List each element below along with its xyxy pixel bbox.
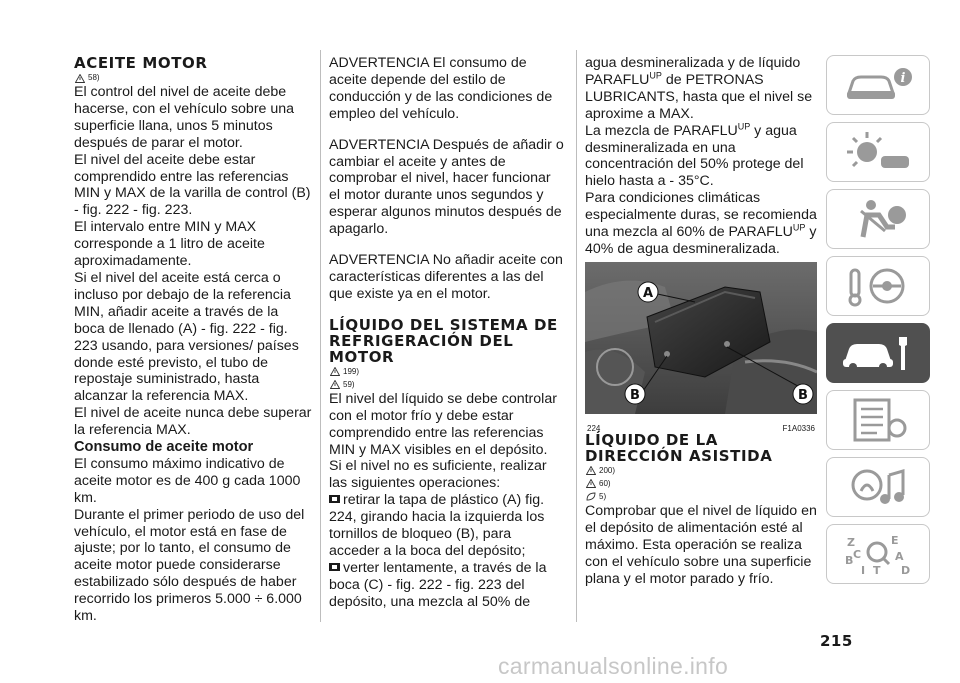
paragraph: Si el nivel del aceite está cerca o incluso por debajo de la referencia MIN, añadir aceite a través de la boca de llenado (A) - fig. 222 - fig. 223 usando, para versiones/ países donde esté previsto, el tubo de repostaje suministrado, hasta alcanzar la referencia MAX. bbox=[74, 269, 299, 405]
svg-text:B: B bbox=[845, 554, 854, 567]
advertencia-paragraph: ADVERTENCIA No añadir aceite con características diferentes a las del que existe ya en el motor. bbox=[329, 252, 563, 302]
paragraph: El nivel del aceite debe estar comprendido entre las referencias MIN y MAX de la varilla de control (B) - fig. 222 - fig. 223. bbox=[74, 151, 311, 219]
dashboard-lights-icon bbox=[841, 130, 915, 174]
car-maintenance-icon bbox=[841, 331, 915, 375]
paragraph: El intervalo entre MIN y MAX corresponde a 1 litro de aceite aproximadamente. bbox=[74, 219, 265, 270]
svg-text:i: i bbox=[900, 71, 906, 86]
bullet-icon bbox=[329, 563, 340, 571]
warning-ref: 58) bbox=[75, 72, 312, 84]
airbag-safety-icon bbox=[841, 197, 915, 241]
paragraph: Para condiciones climáticas especialmente duras, se recomienda una mezcla al 60% de $PARAFLU^{UP}$ y 40% de agua desmineralizada. bbox=[585, 190, 817, 257]
column-3 bbox=[585, 55, 821, 587]
tab-technical-data[interactable] bbox=[826, 390, 930, 450]
tab-dashboard-lights[interactable] bbox=[826, 122, 930, 182]
paragraph: agua desmineralizada y de líquido $PARAFLU^{UP}$ de PETRONAS LUBRICANTS, hasta que el nivel se aproxime a MAX. bbox=[585, 55, 813, 122]
svg-text:I: I bbox=[861, 564, 866, 576]
bullet-item: verter lentamente, a través de la boca (C) - fig. 222 - fig. 223 del depósito, una mezcla al 50% de bbox=[329, 559, 547, 610]
column-2 bbox=[329, 55, 565, 611]
danger-triangle-icon bbox=[330, 367, 340, 376]
multimedia-icon bbox=[841, 465, 915, 509]
subsection-title: Consumo de aceite motor bbox=[74, 439, 254, 456]
section-title: ACEITE MOTOR bbox=[74, 54, 208, 72]
advertencia-paragraph: ADVERTENCIA El consumo de aceite depende del estilo de conducción y de las condiciones de empleo del vehículo. bbox=[329, 55, 553, 122]
warning-ref: 59) bbox=[330, 379, 565, 391]
watermark: carmanualsonline.info bbox=[498, 653, 729, 679]
svg-text:C: C bbox=[853, 548, 862, 561]
tab-maintenance[interactable] bbox=[826, 323, 930, 383]
warning-ref: 60) bbox=[586, 478, 821, 490]
svg-text:Z: Z bbox=[847, 536, 855, 549]
technical-data-icon bbox=[841, 398, 915, 442]
paragraph: El consumo máximo indicativo de aceite motor es de 400 g cada 1000 km. bbox=[74, 455, 301, 506]
paragraph: Si el nivel no es suficiente, realizar las siguientes operaciones: bbox=[329, 458, 547, 492]
advertencia-paragraph: ADVERTENCIA Después de añadir o cambiar el aceite y antes de comprobar el nivel, hacer funcionar el motor durante unos segundos y esperar algunos minutos después de apagarlo. bbox=[329, 136, 564, 238]
engine-bay-photo bbox=[585, 262, 817, 414]
callout-b: B bbox=[630, 387, 640, 403]
warning-triangle-icon bbox=[75, 74, 85, 83]
section-title: LÍQUIDO DE LA DIRECCIÓN ASISTIDA bbox=[585, 430, 773, 465]
column-divider bbox=[576, 50, 577, 622]
paragraph: El nivel de aceite nunca debe superar la referencia MAX. bbox=[74, 405, 312, 439]
bullet-item: retirar la tapa de plástico (A) fig. 224, girando hacia la izquierda los tornillos de bloqueo (B), para acceder a la boca del depósito; bbox=[329, 492, 545, 559]
column-1 bbox=[74, 55, 312, 625]
index-icon bbox=[841, 532, 915, 576]
svg-text:E: E bbox=[891, 534, 899, 547]
tab-car-info[interactable] bbox=[826, 55, 930, 115]
callout-b: B bbox=[798, 387, 808, 403]
environment-ref: 5) bbox=[586, 491, 821, 503]
car-info-icon bbox=[841, 63, 915, 107]
leaf-icon bbox=[586, 492, 596, 501]
figure-caption: 224 F1A0336 bbox=[587, 423, 815, 433]
svg-text:A: A bbox=[895, 550, 904, 563]
danger-ref: 200) bbox=[586, 465, 821, 477]
paragraph: Comprobar que el nivel de líquido en el depósito de alimentación esté al máximo. Esta operación se realiza con el vehículo sobre una superficie plana y el motor parado y frío. bbox=[585, 502, 817, 587]
column-divider bbox=[320, 50, 321, 622]
chapter-tabs bbox=[826, 55, 930, 591]
svg-text:D: D bbox=[901, 564, 911, 576]
figure-224 bbox=[585, 262, 817, 433]
key-steering-icon bbox=[841, 264, 915, 308]
warning-triangle-icon bbox=[586, 479, 596, 488]
paragraph: La mezcla de $PARAFLU^{UP}$ y agua desmineralizada en una concentración del 50% protege del hielo hasta a - 35°C. bbox=[585, 120, 804, 190]
bullet-icon bbox=[329, 495, 340, 503]
tab-index[interactable] bbox=[826, 524, 930, 584]
section-title: LÍQUIDO DEL SISTEMA DE REFRIGERACIÓN DEL MOTOR bbox=[329, 315, 558, 366]
danger-triangle-icon bbox=[586, 466, 596, 475]
svg-text:T: T bbox=[873, 564, 881, 576]
paragraph: Durante el primer periodo de uso del vehículo, el motor está en fase de ajuste; por lo tanto, el consumo de aceite motor puede considerarse estabilizado sólo después de haber recorrido los primeros 5.000 ÷ 6.000 km. bbox=[74, 506, 305, 625]
paragraph: El control del nivel de aceite debe hacerse, con el vehículo sobre una superficie llana, unos 5 minutos después de parar el motor. bbox=[74, 84, 295, 151]
warning-triangle-icon bbox=[330, 380, 340, 389]
page-number: 215 bbox=[820, 632, 853, 650]
danger-ref: 199) bbox=[330, 366, 565, 378]
tab-multimedia[interactable] bbox=[826, 457, 930, 517]
tab-safety[interactable] bbox=[826, 189, 930, 249]
paragraph: El nivel del líquido se debe controlar con el motor frío y debe estar comprendido entre las referencias MIN y MAX visibles en el depósito. bbox=[329, 390, 557, 458]
tab-starting-driving[interactable] bbox=[826, 256, 930, 316]
callout-a: A bbox=[642, 285, 654, 301]
